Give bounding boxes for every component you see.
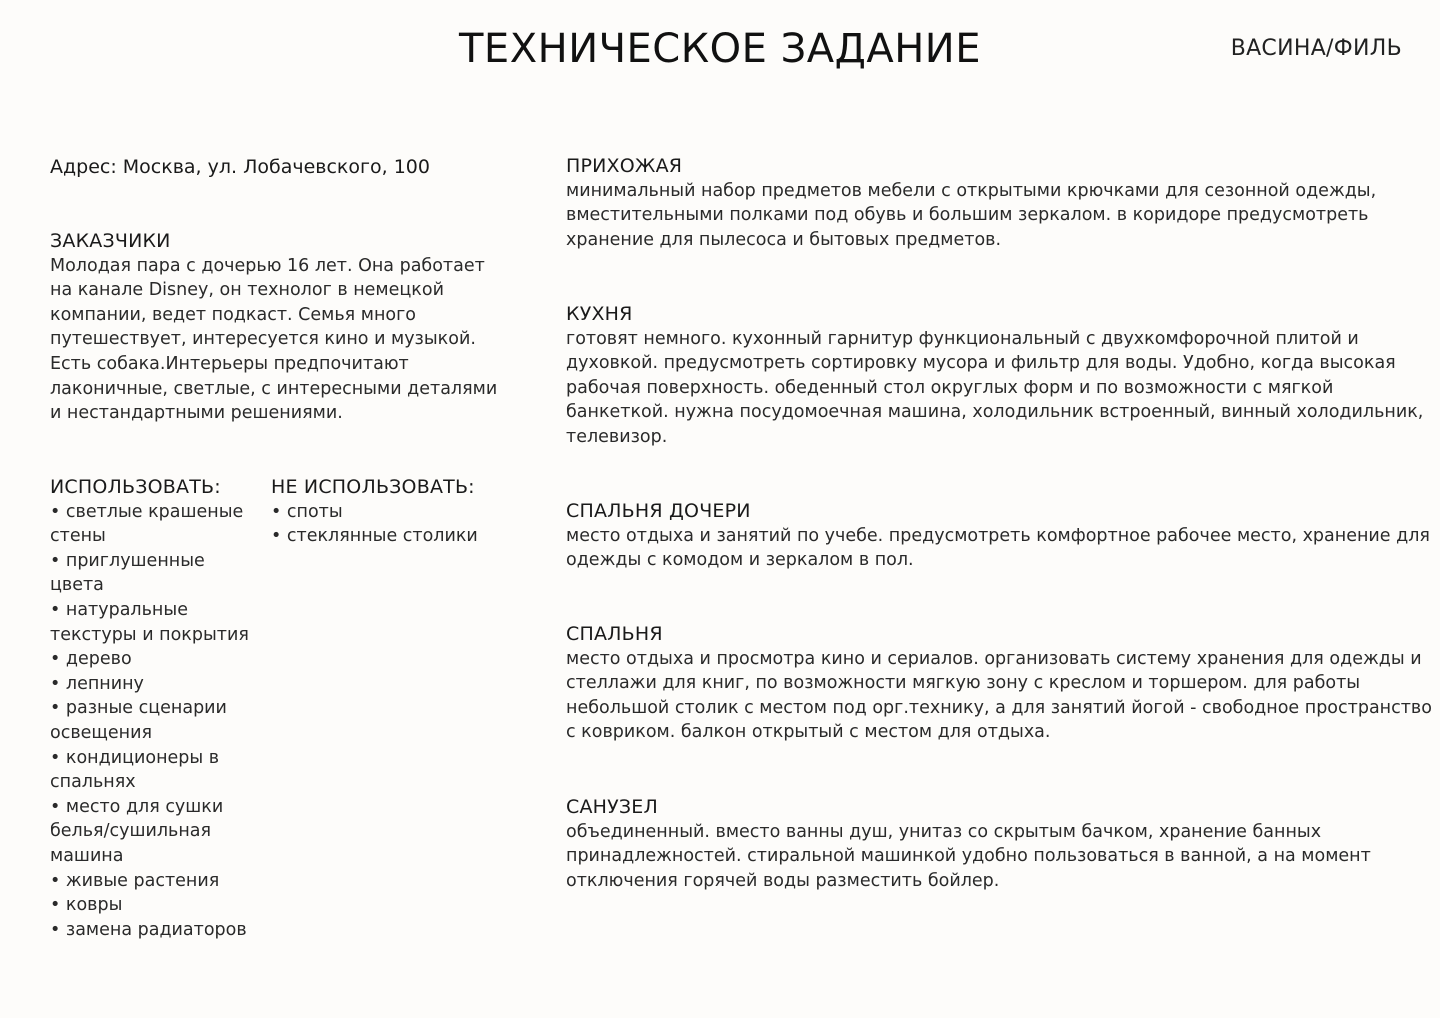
section-text: место отдыха и просмотра кино и сериалов. организовать систему хранения для одежды и стеллажи для книг, по возможности мягкую зону с креслом и торшером. для работы небольшой столик с местом под орг.технику, а для занятий йогой - свободное пространство с ковриком. балкон открытый с местом для отдыха.: [566, 648, 1432, 743]
address-line: Адрес: Москва, ул. Лобачевского, 100: [50, 156, 430, 178]
list-item: • дерево: [50, 649, 132, 670]
section-heading: КУХНЯ: [566, 303, 633, 325]
list-item: • приглушенные цвета: [50, 550, 205, 596]
use-list-block: [50, 475, 260, 942]
section-daughter-bedroom: [566, 499, 1432, 573]
no-use-list-block: [271, 475, 511, 549]
section-text: готовят немного. кухонный гарнитур функциональный с двухкомфорочной плитой и духовкой. предусмотреть сортировку мусора и фильтр для воды. Удобно, когда высокая рабочая поверхность. обеденный стол округлых форм и по возможности с мягкой банкеткой. нужна посудомоечная машина, холодильник встроенный, винный холодильник, телевизор.: [566, 328, 1424, 447]
list-item: • натуральные текстуры и покрытия: [50, 599, 249, 645]
section-text: минимальный набор предметов мебели с открытыми крючками для сезонной одежды, вместительными полками под обувь и большим зеркалом. в коридоре предусмотреть хранение для пылесоса и бытовых предметов.: [566, 180, 1377, 250]
section-heading: СПАЛЬНЯ ДОЧЕРИ: [566, 500, 751, 522]
section-bathroom: [566, 795, 1432, 893]
use-list: [50, 500, 260, 943]
section-heading: САНУЗЕЛ: [566, 796, 659, 818]
section-hallway: [566, 154, 1432, 252]
use-heading: ИСПОЛЬЗОВАТЬ:: [50, 476, 221, 498]
list-item: • кондиционеры в спальнях: [50, 747, 220, 793]
section-text: место отдыха и занятий по учебе. предусмотреть комфортное рабочее место, хранение для одежды с комодом и зеркалом в пол.: [566, 525, 1430, 571]
section-bedroom: [566, 622, 1432, 745]
section-heading: СПАЛЬНЯ: [566, 623, 663, 645]
no-use-list: [271, 500, 511, 549]
customers-heading: ЗАКАЗЧИКИ: [50, 230, 171, 252]
list-item: • стеклянные столики: [271, 526, 478, 547]
list-item: • замена радиаторов: [50, 919, 247, 940]
list-item: • ковры: [50, 895, 123, 916]
no-use-heading: НЕ ИСПОЛЬЗОВАТЬ:: [271, 476, 475, 498]
section-heading: ПРИХОЖАЯ: [566, 155, 683, 177]
list-item: • светлые крашеные стены: [50, 501, 244, 547]
list-item: • разные сценарии освещения: [50, 698, 227, 743]
section-kitchen: [566, 302, 1432, 450]
page-title: ТЕХНИЧЕСКОЕ ЗАДАНИЕ: [459, 26, 981, 72]
author-label: ВАСИНА/ФИЛЬ: [1230, 36, 1402, 61]
customers-block: [50, 229, 510, 426]
list-item: • споты: [271, 501, 343, 522]
customers-text: Молодая пара с дочерью 16 лет. Она работает на канале Disney, он технолог в немецкой компании, ведет подкаст. Семья много путешествует, интересуется кино и музыкой. Есть собака.Интерьеры предпочитают лаконичные, светлые, с интересными деталями и нестандартными решениями.: [50, 255, 498, 424]
list-item: • лепнину: [50, 673, 144, 694]
list-item: • место для сушки белья/сушильная машина: [50, 796, 224, 866]
section-text: объединенный. вместо ванны душ, унитаз со скрытым бачком, хранение банных принадлежностей. стиральной машинкой удобно пользоваться в ванной, а на момент отключения горячей воды разместить бойлер.: [566, 821, 1371, 891]
list-item: • живые растения: [50, 870, 220, 891]
